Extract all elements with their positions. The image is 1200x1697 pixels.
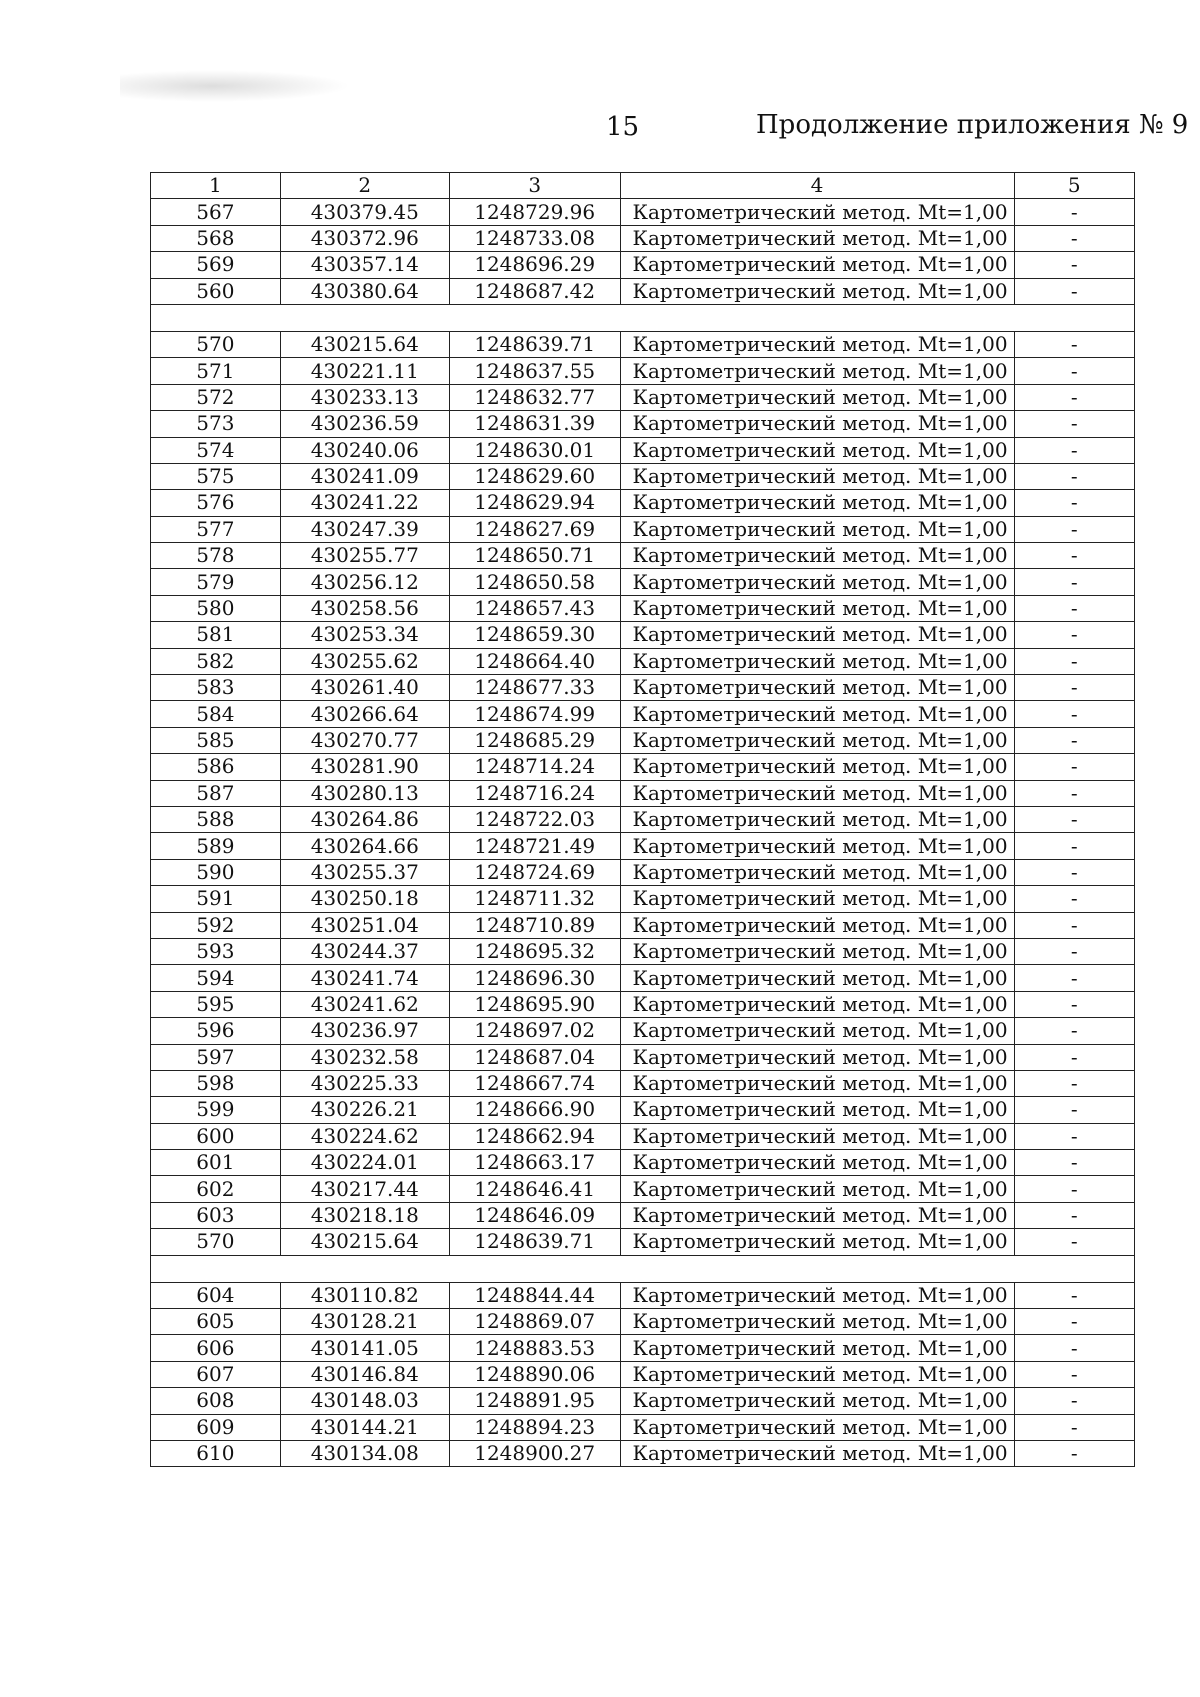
point-number-cell: 574 (151, 437, 281, 463)
table-row (151, 912, 1135, 938)
x-coordinate-cell: 430255.37 (280, 859, 449, 885)
table-row (151, 1361, 1135, 1387)
table-row (151, 411, 1135, 437)
method-cell: Картометрический метод. Mt=1,00 (620, 278, 1014, 304)
y-coordinate-cell: 1248697.02 (449, 1018, 620, 1044)
point-number-cell: 595 (151, 991, 281, 1017)
method-cell: Картометрический метод. Mt=1,00 (620, 516, 1014, 542)
x-coordinate-cell: 430372.96 (280, 225, 449, 251)
method-cell: Картометрический метод. Mt=1,00 (620, 1309, 1014, 1335)
method-cell: Картометрический метод. Mt=1,00 (620, 622, 1014, 648)
point-number-cell: 584 (151, 701, 281, 727)
note-cell: - (1014, 384, 1134, 410)
point-number-cell: 568 (151, 225, 281, 251)
point-number-cell: 570 (151, 1229, 281, 1255)
point-number-cell: 572 (151, 384, 281, 410)
note-cell: - (1014, 199, 1134, 225)
method-cell: Картометрический метод. Mt=1,00 (620, 833, 1014, 859)
note-cell: - (1014, 727, 1134, 753)
table-row (151, 1018, 1135, 1044)
point-number-cell: 577 (151, 516, 281, 542)
method-cell: Картометрический метод. Mt=1,00 (620, 1414, 1014, 1440)
x-coordinate-cell: 430247.39 (280, 516, 449, 542)
x-coordinate-cell: 430236.97 (280, 1018, 449, 1044)
method-cell: Картометрический метод. Mt=1,00 (620, 965, 1014, 991)
point-number-cell: 586 (151, 754, 281, 780)
note-cell: - (1014, 463, 1134, 489)
x-coordinate-cell: 430236.59 (280, 411, 449, 437)
method-cell: Картометрический метод. Mt=1,00 (620, 1123, 1014, 1149)
x-coordinate-cell: 430146.84 (280, 1361, 449, 1387)
point-number-cell: 579 (151, 569, 281, 595)
x-coordinate-cell: 430224.62 (280, 1123, 449, 1149)
x-coordinate-cell: 430256.12 (280, 569, 449, 595)
method-cell: Картометрический метод. Mt=1,00 (620, 1335, 1014, 1361)
table-row (151, 1229, 1135, 1255)
method-cell: Картометрический метод. Mt=1,00 (620, 1440, 1014, 1466)
x-coordinate-cell: 430264.66 (280, 833, 449, 859)
point-number-cell: 610 (151, 1440, 281, 1466)
method-cell: Картометрический метод. Mt=1,00 (620, 199, 1014, 225)
point-number-cell: 569 (151, 252, 281, 278)
y-coordinate-cell: 1248631.39 (449, 411, 620, 437)
x-coordinate-cell: 430250.18 (280, 886, 449, 912)
table-row (151, 675, 1135, 701)
note-cell: - (1014, 833, 1134, 859)
y-coordinate-cell: 1248657.43 (449, 595, 620, 621)
column-header: 5 (1014, 173, 1134, 199)
table-header-row (151, 173, 1135, 199)
method-cell: Картометрический метод. Mt=1,00 (620, 886, 1014, 912)
note-cell: - (1014, 965, 1134, 991)
note-cell: - (1014, 516, 1134, 542)
coordinates-table (150, 172, 1135, 1467)
point-number-cell: 581 (151, 622, 281, 648)
x-coordinate-cell: 430128.21 (280, 1309, 449, 1335)
table-row (151, 384, 1135, 410)
y-coordinate-cell: 1248630.01 (449, 437, 620, 463)
note-cell: - (1014, 1150, 1134, 1176)
point-number-cell: 593 (151, 938, 281, 964)
x-coordinate-cell: 430270.77 (280, 727, 449, 753)
note-cell: - (1014, 1309, 1134, 1335)
method-cell: Картометрический метод. Mt=1,00 (620, 1282, 1014, 1308)
note-cell: - (1014, 1388, 1134, 1414)
x-coordinate-cell: 430380.64 (280, 278, 449, 304)
method-cell: Картометрический метод. Mt=1,00 (620, 437, 1014, 463)
point-number-cell: 573 (151, 411, 281, 437)
method-cell: Картометрический метод. Mt=1,00 (620, 991, 1014, 1017)
method-cell: Картометрический метод. Mt=1,00 (620, 754, 1014, 780)
point-number-cell: 588 (151, 806, 281, 832)
note-cell: - (1014, 225, 1134, 251)
table-row (151, 1388, 1135, 1414)
point-number-cell: 580 (151, 595, 281, 621)
y-coordinate-cell: 1248629.94 (449, 490, 620, 516)
method-cell: Картометрический метод. Mt=1,00 (620, 1097, 1014, 1123)
point-number-cell: 607 (151, 1361, 281, 1387)
scan-smudge (120, 70, 350, 102)
method-cell: Картометрический метод. Mt=1,00 (620, 1070, 1014, 1096)
x-coordinate-cell: 430281.90 (280, 754, 449, 780)
note-cell: - (1014, 252, 1134, 278)
method-cell: Картометрический метод. Mt=1,00 (620, 252, 1014, 278)
method-cell: Картометрический метод. Mt=1,00 (620, 648, 1014, 674)
method-cell: Картометрический метод. Mt=1,00 (620, 569, 1014, 595)
note-cell: - (1014, 622, 1134, 648)
point-number-cell: 589 (151, 833, 281, 859)
method-cell: Картометрический метод. Mt=1,00 (620, 1361, 1014, 1387)
note-cell: - (1014, 1282, 1134, 1308)
y-coordinate-cell: 1248637.55 (449, 358, 620, 384)
note-cell: - (1014, 806, 1134, 832)
table-row (151, 595, 1135, 621)
method-cell: Картометрический метод. Mt=1,00 (620, 938, 1014, 964)
table-row (151, 331, 1135, 357)
method-cell: Картометрический метод. Mt=1,00 (620, 331, 1014, 357)
point-number-cell: 599 (151, 1097, 281, 1123)
note-cell: - (1014, 938, 1134, 964)
page-number: 15 (606, 112, 640, 142)
table-row (151, 225, 1135, 251)
table-row (151, 991, 1135, 1017)
point-number-cell: 596 (151, 1018, 281, 1044)
table-row (151, 938, 1135, 964)
method-cell: Картометрический метод. Mt=1,00 (620, 780, 1014, 806)
x-coordinate-cell: 430218.18 (280, 1202, 449, 1228)
x-coordinate-cell: 430215.64 (280, 1229, 449, 1255)
y-coordinate-cell: 1248685.29 (449, 727, 620, 753)
y-coordinate-cell: 1248659.30 (449, 622, 620, 648)
group-separator-row (151, 304, 1135, 331)
x-coordinate-cell: 430241.74 (280, 965, 449, 991)
y-coordinate-cell: 1248844.44 (449, 1282, 620, 1308)
table-row (151, 437, 1135, 463)
method-cell: Картометрический метод. Mt=1,00 (620, 384, 1014, 410)
table-row (151, 569, 1135, 595)
point-number-cell: 576 (151, 490, 281, 516)
point-number-cell: 601 (151, 1150, 281, 1176)
y-coordinate-cell: 1248900.27 (449, 1440, 620, 1466)
table-row (151, 648, 1135, 674)
y-coordinate-cell: 1248650.58 (449, 569, 620, 595)
y-coordinate-cell: 1248674.99 (449, 701, 620, 727)
y-coordinate-cell: 1248663.17 (449, 1150, 620, 1176)
y-coordinate-cell: 1248721.49 (449, 833, 620, 859)
method-cell: Картометрический метод. Mt=1,00 (620, 411, 1014, 437)
table-row (151, 1309, 1135, 1335)
table-row (151, 727, 1135, 753)
point-number-cell: 609 (151, 1414, 281, 1440)
y-coordinate-cell: 1248629.60 (449, 463, 620, 489)
x-coordinate-cell: 430241.22 (280, 490, 449, 516)
x-coordinate-cell: 430224.01 (280, 1150, 449, 1176)
method-cell: Картометрический метод. Mt=1,00 (620, 463, 1014, 489)
y-coordinate-cell: 1248894.23 (449, 1414, 620, 1440)
point-number-cell: 592 (151, 912, 281, 938)
method-cell: Картометрический метод. Mt=1,00 (620, 490, 1014, 516)
method-cell: Картометрический метод. Mt=1,00 (620, 1176, 1014, 1202)
table-row (151, 622, 1135, 648)
note-cell: - (1014, 859, 1134, 885)
note-cell: - (1014, 358, 1134, 384)
note-cell: - (1014, 1176, 1134, 1202)
table-row (151, 1440, 1135, 1466)
table-row (151, 1176, 1135, 1202)
note-cell: - (1014, 886, 1134, 912)
table-row (151, 701, 1135, 727)
point-number-cell: 560 (151, 278, 281, 304)
point-number-cell: 591 (151, 886, 281, 912)
group-separator-cell (151, 304, 1135, 331)
note-cell: - (1014, 595, 1134, 621)
point-number-cell: 587 (151, 780, 281, 806)
table-row (151, 1044, 1135, 1070)
method-cell: Картометрический метод. Mt=1,00 (620, 675, 1014, 701)
y-coordinate-cell: 1248639.71 (449, 331, 620, 357)
y-coordinate-cell: 1248883.53 (449, 1335, 620, 1361)
x-coordinate-cell: 430233.13 (280, 384, 449, 410)
method-cell: Картометрический метод. Mt=1,00 (620, 859, 1014, 885)
x-coordinate-cell: 430244.37 (280, 938, 449, 964)
column-header: 4 (620, 173, 1014, 199)
y-coordinate-cell: 1248687.42 (449, 278, 620, 304)
y-coordinate-cell: 1248716.24 (449, 780, 620, 806)
table-row (151, 199, 1135, 225)
x-coordinate-cell: 430261.40 (280, 675, 449, 701)
method-cell: Картометрический метод. Mt=1,00 (620, 358, 1014, 384)
method-cell: Картометрический метод. Mt=1,00 (620, 1018, 1014, 1044)
point-number-cell: 578 (151, 543, 281, 569)
note-cell: - (1014, 1123, 1134, 1149)
table-row (151, 358, 1135, 384)
table-row (151, 1414, 1135, 1440)
method-cell: Картометрический метод. Mt=1,00 (620, 701, 1014, 727)
y-coordinate-cell: 1248627.69 (449, 516, 620, 542)
note-cell: - (1014, 411, 1134, 437)
table-row (151, 1335, 1135, 1361)
x-coordinate-cell: 430280.13 (280, 780, 449, 806)
point-number-cell: 603 (151, 1202, 281, 1228)
table-row (151, 780, 1135, 806)
x-coordinate-cell: 430264.86 (280, 806, 449, 832)
x-coordinate-cell: 430225.33 (280, 1070, 449, 1096)
point-number-cell: 600 (151, 1123, 281, 1149)
note-cell: - (1014, 278, 1134, 304)
table-row (151, 1070, 1135, 1096)
note-cell: - (1014, 1097, 1134, 1123)
note-cell: - (1014, 1018, 1134, 1044)
y-coordinate-cell: 1248722.03 (449, 806, 620, 832)
method-cell: Картометрический метод. Mt=1,00 (620, 595, 1014, 621)
table-row (151, 252, 1135, 278)
y-coordinate-cell: 1248646.09 (449, 1202, 620, 1228)
y-coordinate-cell: 1248869.07 (449, 1309, 620, 1335)
table-row (151, 1202, 1135, 1228)
x-coordinate-cell: 430240.06 (280, 437, 449, 463)
point-number-cell: 598 (151, 1070, 281, 1096)
y-coordinate-cell: 1248714.24 (449, 754, 620, 780)
y-coordinate-cell: 1248696.30 (449, 965, 620, 991)
note-cell: - (1014, 543, 1134, 569)
method-cell: Картометрический метод. Mt=1,00 (620, 1388, 1014, 1414)
y-coordinate-cell: 1248733.08 (449, 225, 620, 251)
note-cell: - (1014, 701, 1134, 727)
note-cell: - (1014, 490, 1134, 516)
note-cell: - (1014, 1440, 1134, 1466)
point-number-cell: 583 (151, 675, 281, 701)
y-coordinate-cell: 1248891.95 (449, 1388, 620, 1414)
note-cell: - (1014, 912, 1134, 938)
table-row (151, 886, 1135, 912)
note-cell: - (1014, 437, 1134, 463)
point-number-cell: 571 (151, 358, 281, 384)
note-cell: - (1014, 569, 1134, 595)
y-coordinate-cell: 1248664.40 (449, 648, 620, 674)
x-coordinate-cell: 430226.21 (280, 1097, 449, 1123)
y-coordinate-cell: 1248724.69 (449, 859, 620, 885)
x-coordinate-cell: 430241.62 (280, 991, 449, 1017)
y-coordinate-cell: 1248662.94 (449, 1123, 620, 1149)
x-coordinate-cell: 430217.44 (280, 1176, 449, 1202)
coordinates-table-body (151, 173, 1135, 1467)
x-coordinate-cell: 430251.04 (280, 912, 449, 938)
table-row (151, 754, 1135, 780)
x-coordinate-cell: 430221.11 (280, 358, 449, 384)
point-number-cell: 575 (151, 463, 281, 489)
y-coordinate-cell: 1248696.29 (449, 252, 620, 278)
note-cell: - (1014, 675, 1134, 701)
appendix-continuation-title: Продолжение приложения № 9 (756, 110, 1189, 140)
x-coordinate-cell: 430379.45 (280, 199, 449, 225)
x-coordinate-cell: 430148.03 (280, 1388, 449, 1414)
note-cell: - (1014, 1202, 1134, 1228)
note-cell: - (1014, 331, 1134, 357)
y-coordinate-cell: 1248710.89 (449, 912, 620, 938)
method-cell: Картометрический метод. Mt=1,00 (620, 225, 1014, 251)
y-coordinate-cell: 1248695.32 (449, 938, 620, 964)
x-coordinate-cell: 430253.34 (280, 622, 449, 648)
x-coordinate-cell: 430215.64 (280, 331, 449, 357)
table-row (151, 806, 1135, 832)
point-number-cell: 597 (151, 1044, 281, 1070)
note-cell: - (1014, 1335, 1134, 1361)
table-row (151, 543, 1135, 569)
y-coordinate-cell: 1248667.74 (449, 1070, 620, 1096)
note-cell: - (1014, 754, 1134, 780)
note-cell: - (1014, 780, 1134, 806)
column-header: 1 (151, 173, 281, 199)
x-coordinate-cell: 430357.14 (280, 252, 449, 278)
note-cell: - (1014, 991, 1134, 1017)
x-coordinate-cell: 430144.21 (280, 1414, 449, 1440)
point-number-cell: 594 (151, 965, 281, 991)
y-coordinate-cell: 1248695.90 (449, 991, 620, 1017)
point-number-cell: 590 (151, 859, 281, 885)
point-number-cell: 606 (151, 1335, 281, 1361)
point-number-cell: 602 (151, 1176, 281, 1202)
y-coordinate-cell: 1248890.06 (449, 1361, 620, 1387)
y-coordinate-cell: 1248666.90 (449, 1097, 620, 1123)
point-number-cell: 605 (151, 1309, 281, 1335)
table-row (151, 833, 1135, 859)
group-separator-row (151, 1255, 1135, 1282)
point-number-cell: 570 (151, 331, 281, 357)
point-number-cell: 567 (151, 199, 281, 225)
column-header: 2 (280, 173, 449, 199)
table-row (151, 1282, 1135, 1308)
y-coordinate-cell: 1248711.32 (449, 886, 620, 912)
table-row (151, 1150, 1135, 1176)
table-row (151, 1123, 1135, 1149)
table-row (151, 516, 1135, 542)
table-row (151, 278, 1135, 304)
y-coordinate-cell: 1248639.71 (449, 1229, 620, 1255)
method-cell: Картометрический метод. Mt=1,00 (620, 1150, 1014, 1176)
y-coordinate-cell: 1248729.96 (449, 199, 620, 225)
table-row (151, 490, 1135, 516)
method-cell: Картометрический метод. Mt=1,00 (620, 543, 1014, 569)
point-number-cell: 608 (151, 1388, 281, 1414)
method-cell: Картометрический метод. Mt=1,00 (620, 1229, 1014, 1255)
y-coordinate-cell: 1248687.04 (449, 1044, 620, 1070)
note-cell: - (1014, 1229, 1134, 1255)
point-number-cell: 582 (151, 648, 281, 674)
method-cell: Картометрический метод. Mt=1,00 (620, 912, 1014, 938)
group-separator-cell (151, 1255, 1135, 1282)
point-number-cell: 604 (151, 1282, 281, 1308)
method-cell: Картометрический метод. Mt=1,00 (620, 727, 1014, 753)
method-cell: Картометрический метод. Mt=1,00 (620, 1202, 1014, 1228)
x-coordinate-cell: 430134.08 (280, 1440, 449, 1466)
x-coordinate-cell: 430266.64 (280, 701, 449, 727)
note-cell: - (1014, 1414, 1134, 1440)
table-row (151, 463, 1135, 489)
note-cell: - (1014, 1044, 1134, 1070)
x-coordinate-cell: 430110.82 (280, 1282, 449, 1308)
x-coordinate-cell: 430141.05 (280, 1335, 449, 1361)
method-cell: Картометрический метод. Mt=1,00 (620, 1044, 1014, 1070)
y-coordinate-cell: 1248646.41 (449, 1176, 620, 1202)
y-coordinate-cell: 1248677.33 (449, 675, 620, 701)
table-row (151, 859, 1135, 885)
method-cell: Картометрический метод. Mt=1,00 (620, 806, 1014, 832)
table-row (151, 965, 1135, 991)
point-number-cell: 585 (151, 727, 281, 753)
note-cell: - (1014, 1361, 1134, 1387)
x-coordinate-cell: 430241.09 (280, 463, 449, 489)
x-coordinate-cell: 430232.58 (280, 1044, 449, 1070)
note-cell: - (1014, 1070, 1134, 1096)
column-header: 3 (449, 173, 620, 199)
y-coordinate-cell: 1248632.77 (449, 384, 620, 410)
table-row (151, 1097, 1135, 1123)
x-coordinate-cell: 430255.62 (280, 648, 449, 674)
x-coordinate-cell: 430258.56 (280, 595, 449, 621)
x-coordinate-cell: 430255.77 (280, 543, 449, 569)
y-coordinate-cell: 1248650.71 (449, 543, 620, 569)
note-cell: - (1014, 648, 1134, 674)
